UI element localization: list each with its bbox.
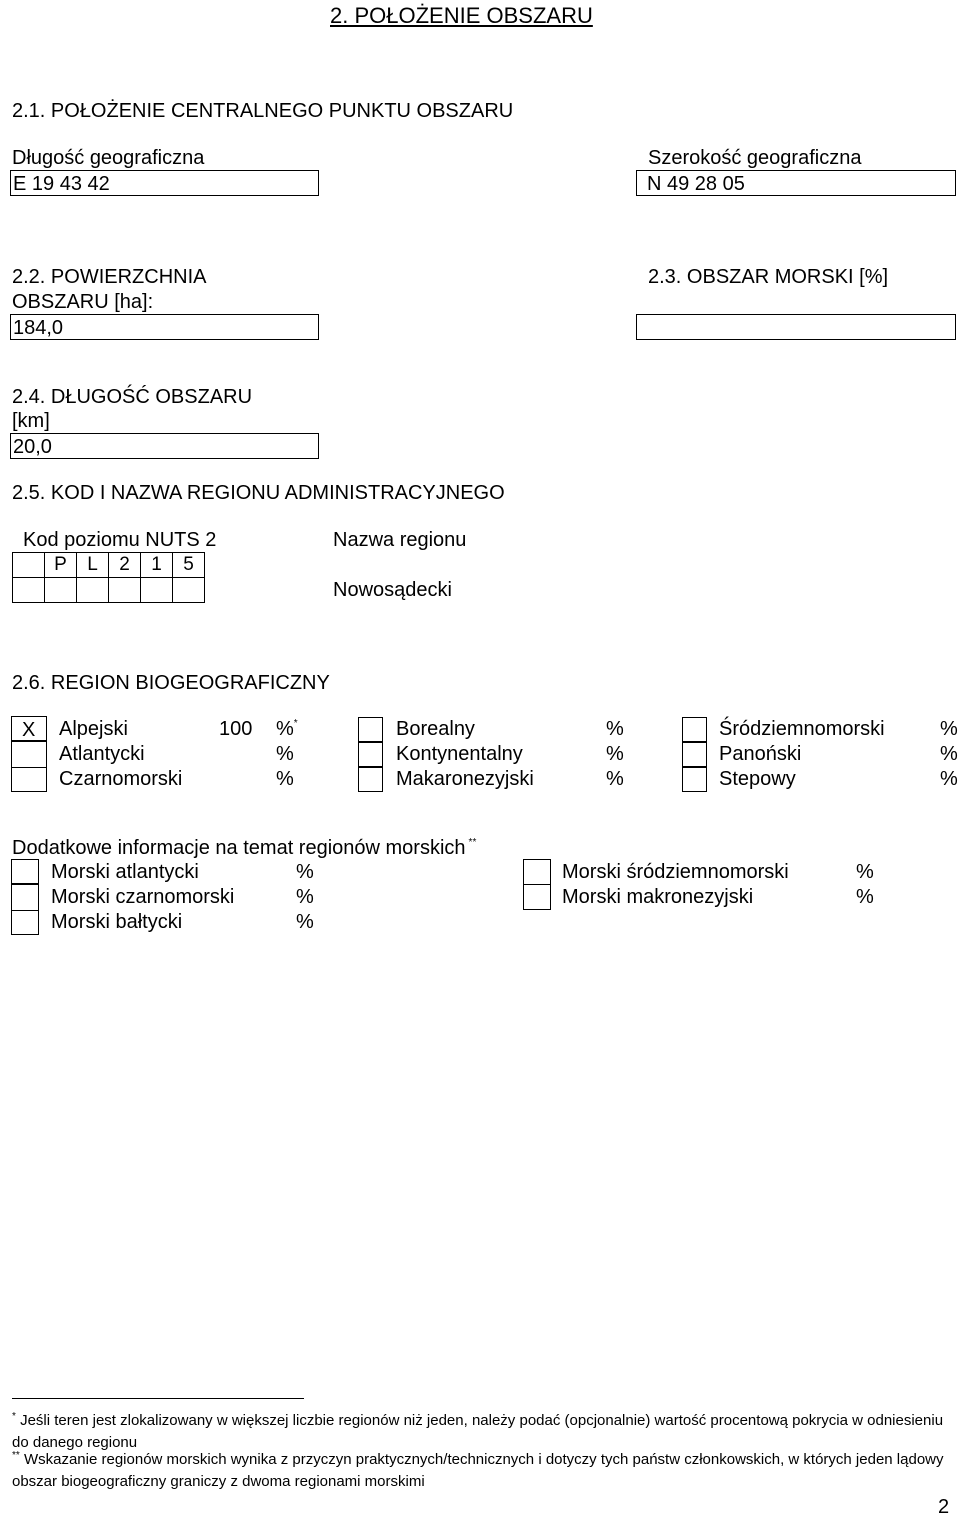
s21-heading: 2.1. POŁOŻENIE CENTRALNEGO PUNKTU OBSZARU	[12, 100, 514, 122]
morski-atlantycki-unit: %	[296, 861, 314, 883]
s22-heading-line1: 2.2. POWIERZCHNIA	[12, 266, 207, 288]
makaronezyjski-label: Makaronezyjski	[396, 768, 534, 790]
alpejski-mark: X	[22, 719, 36, 741]
atlantycki-unit: %	[276, 743, 294, 765]
makaronezyjski-unit: %	[606, 768, 624, 790]
borealny-label: Borealny	[396, 718, 475, 740]
panonski-checkbox[interactable]	[682, 742, 707, 767]
latitude-value: N 49 28 05	[647, 173, 745, 195]
morski-makronezyjski-label: Morski makronezyjski	[562, 886, 754, 908]
kontynentalny-checkbox[interactable]	[358, 742, 383, 767]
footnote-2	[12, 1450, 952, 1492]
footnote-1-text: Jeśli teren jest zlokalizowany w większej liczbie regionów niż jeden, należy podać (opcjonalnie) wartość procentową pokrycia w odniesieniu do danego regionu	[12, 1412, 944, 1451]
kontynentalny-unit: %	[606, 743, 624, 765]
nuts-cell-7[interactable]	[13, 578, 45, 603]
morski-srodziemnomorski-label: Morski śródziemnomorski	[562, 861, 789, 883]
makaronezyjski-checkbox[interactable]	[358, 767, 383, 792]
panonski-unit: %	[940, 743, 958, 765]
alpejski-checkbox[interactable]	[11, 716, 47, 742]
section-title: 2. POŁOŻENIE OBSZARU	[330, 3, 593, 28]
panonski-label: Panoński	[719, 743, 802, 765]
longitude-label: Długość geograficzna	[12, 147, 205, 169]
stepowy-label: Stepowy	[719, 768, 796, 790]
area-field[interactable]	[10, 314, 319, 340]
marine-heading: Dodatkowe informacje na temat regionów morskich **	[12, 837, 477, 859]
alpejski-value: 100	[219, 718, 253, 740]
length-field[interactable]	[10, 433, 319, 459]
alpejski-label: Alpejski	[59, 718, 128, 740]
nuts-cell-9[interactable]	[77, 578, 109, 603]
borealny-checkbox[interactable]	[358, 717, 383, 742]
s22-heading-line2: OBSZARU [ha]:	[12, 291, 154, 313]
latitude-field[interactable]	[636, 170, 956, 196]
stepowy-unit: %	[940, 768, 958, 790]
marine-area-field[interactable]	[636, 314, 956, 340]
length-value: 20,0	[13, 436, 52, 458]
marine-footnote-mark: **	[468, 837, 477, 848]
nuts-label: Kod poziomu NUTS 2	[23, 529, 217, 551]
morski-baltycki-unit: %	[296, 911, 314, 933]
latitude-label: Szerokość geograficzna	[648, 147, 862, 169]
footnote-separator	[12, 1398, 304, 1399]
nuts-cell-3[interactable]: L	[77, 553, 109, 578]
morski-czarnomorski-label: Morski czarnomorski	[51, 886, 235, 908]
footnote-1	[12, 1411, 952, 1453]
atlantycki-label: Atlantycki	[59, 743, 145, 765]
nuts-cell-6[interactable]: 5	[173, 553, 205, 578]
footnote-2-text: Wskazanie regionów morskich wynika z przyczyn praktycznych/technicznych i dotyczy tych państw członkowskich, w których jeden lądowy obszar biogeograficzny graniczy z dwoma regionami morskimi	[12, 1451, 944, 1490]
footnote-1-mark: *	[12, 1411, 16, 1422]
morski-baltycki-label: Morski bałtycki	[51, 911, 183, 933]
region-name: Nowosądecki	[333, 579, 452, 601]
czarnomorski-label: Czarnomorski	[59, 768, 183, 790]
nuts-cell-2[interactable]: P	[45, 553, 77, 578]
morski-czarnomorski-checkbox[interactable]	[11, 883, 39, 911]
alpejski-unit: %*	[276, 718, 298, 740]
morski-srodziemnomorski-checkbox[interactable]	[523, 859, 551, 885]
morski-atlantycki-label: Morski atlantycki	[51, 861, 199, 883]
area-value: 184,0	[13, 317, 64, 339]
nuts-cell-4[interactable]: 2	[109, 553, 141, 578]
longitude-field[interactable]	[10, 170, 319, 196]
s24-heading-line1: 2.4. DŁUGOŚĆ OBSZARU	[12, 386, 253, 408]
borealny-unit: %	[606, 718, 624, 740]
srodziemnomorski-checkbox[interactable]	[682, 717, 707, 742]
s25-heading: 2.5. KOD I NAZWA REGIONU ADMINISTRACYJNEGO	[12, 482, 505, 504]
morski-makronezyjski-unit: %	[856, 886, 874, 908]
s26-heading: 2.6. REGION BIOGEOGRAFICZNY	[12, 672, 330, 694]
morski-atlantycki-checkbox[interactable]	[11, 859, 39, 885]
czarnomorski-unit: %	[276, 768, 294, 790]
nuts-cell-12[interactable]	[173, 578, 205, 603]
longitude-value: E 19 43 42	[13, 173, 110, 195]
nuts-cell-8[interactable]	[45, 578, 77, 603]
alpejski-footnote-mark: *	[293, 718, 298, 729]
srodziemnomorski-unit: %	[940, 718, 958, 740]
morski-srodziemnomorski-unit: %	[856, 861, 874, 883]
atlantycki-checkbox[interactable]	[11, 740, 47, 768]
footnote-2-mark: **	[12, 1450, 20, 1461]
nuts-cell-10[interactable]	[109, 578, 141, 603]
srodziemnomorski-label: Śródziemnomorski	[719, 718, 885, 740]
nuts-code-grid	[12, 552, 205, 603]
nuts-cell-5[interactable]: 1	[141, 553, 173, 578]
morski-czarnomorski-unit: %	[296, 886, 314, 908]
nuts-cell-1[interactable]	[13, 553, 45, 578]
page-number: 2	[938, 1496, 950, 1518]
s24-heading-line2: [km]	[12, 410, 50, 432]
kontynentalny-label: Kontynentalny	[396, 743, 523, 765]
region-label: Nazwa regionu	[333, 529, 467, 551]
s23-heading: 2.3. OBSZAR MORSKI [%]	[648, 266, 889, 288]
stepowy-checkbox[interactable]	[682, 767, 707, 792]
nuts-cell-11[interactable]	[141, 578, 173, 603]
